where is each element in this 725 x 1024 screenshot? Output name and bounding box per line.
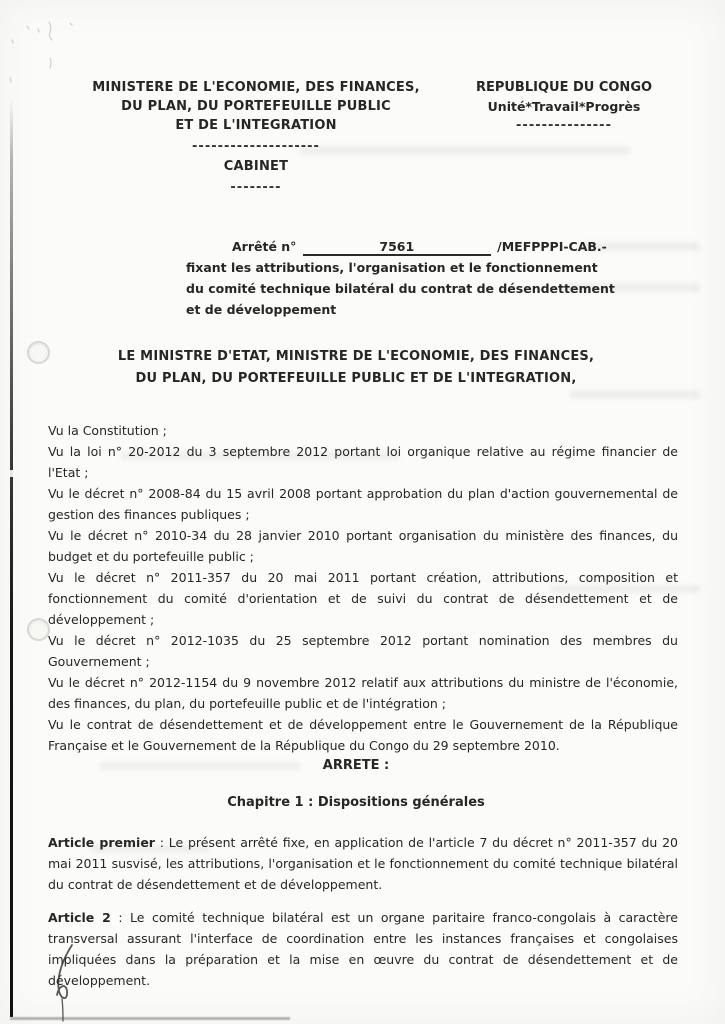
enactment-heading: ARRETE : <box>322 758 390 773</box>
punch-hole <box>27 618 50 641</box>
republic-title: REPUBLIQUE DU CONGO <box>475 80 653 95</box>
separator-dashes: -------------------- <box>192 139 320 154</box>
article-text: Le comité technique bilatéral est un organe paritaire franco-congolais à caractère transversal assurant l'interface de coordination entre les instances françaises et congolaises impliquées dans la préparation et la mise en œuvre du contrat de désendettement et de développement. <box>48 910 678 988</box>
article-separator: : <box>154 835 169 850</box>
scan-edge-line <box>10 100 13 1017</box>
article-paragraph <box>48 907 678 991</box>
visa-clause: Vu le décret n° 2011-357 du 20 mai 2011 portant création, attributions, composition et fonctionnement du comité d'orientation et de suivi du contrat de désendettement et de développement ; <box>48 570 678 627</box>
article-paragraph <box>48 832 678 895</box>
visa-clause: Vu le décret n° 2008-84 du 15 avril 2008 portant approbation du plan d'action gouvernemental de gestion des finances publiques ; <box>48 486 678 522</box>
scan-edge-line-gap <box>9 470 15 477</box>
article-label: Article 2 <box>48 910 111 925</box>
ministry-name-line: DU PLAN, DU PORTEFEUILLE PUBLIC <box>121 99 391 114</box>
chapter-heading: Chapitre 1 : Dispositions générales <box>227 795 485 810</box>
pencil-scribble-mark <box>0 0 180 90</box>
decree-subject-line: du comité technique bilatéral du contrat de désendettement <box>186 281 615 296</box>
authority-line: DU PLAN, DU PORTEFEUILLE PUBLIC ET DE L'INTEGRATION, <box>135 371 577 386</box>
visa-clause: Vu le décret n° 2012-1035 du 25 septembre 2012 portant nomination des membres du Gouvernement ; <box>48 633 678 669</box>
decree-number-suffix: /MEFPPPI-CAB.- <box>497 239 607 254</box>
visa-clauses <box>48 420 678 756</box>
scan-bottom-shadow-line <box>10 1017 290 1020</box>
visa-clause: Vu la loi n° 20-2012 du 3 septembre 2012 portant loi organique relative au régime financier de l'Etat ; <box>48 444 678 480</box>
issuing-authority-heading <box>48 346 664 390</box>
decree-number: 7561 <box>303 239 491 256</box>
decree-subject-line: fixant les attributions, l'organisation et le fonctionnement <box>186 260 598 275</box>
visa-clause: Vu le décret n° 2010-34 du 28 janvier 2010 portant organisation du ministère des finances, du budget et du portefeuille public ; <box>48 528 678 564</box>
authority-line: LE MINISTRE D'ETAT, MINISTRE DE L'ECONOMIE, DES FINANCES, <box>117 349 595 364</box>
national-motto: Unité*Travail*Progrès <box>487 99 641 114</box>
decree-subject-block <box>186 236 666 320</box>
cabinet-label: CABINET <box>223 159 289 174</box>
ministry-header-block <box>82 78 430 197</box>
article-text: Le présent arrêté fixe, en application de l'article 7 du décret n° 2011-357 du 20 mai 2011 susvisé, les attributions, l'organisation et le fonctionnement du comité technique bilatéral du contrat de désendettement et de développement. <box>48 835 678 892</box>
ministry-name-line: MINISTERE DE L'ECONOMIE, DES FINANCES, <box>92 80 420 95</box>
decree-number-prefix: Arrêté n° <box>232 239 297 254</box>
decree-number-line <box>186 236 666 257</box>
republic-header-block <box>468 78 660 135</box>
article-label: Article premier <box>48 835 155 850</box>
separator-dashes: -------- <box>230 180 282 195</box>
decree-subject-line: et de développement <box>186 302 337 317</box>
separator-dashes: --------------- <box>516 118 612 133</box>
visa-clause: Vu le décret n° 2012-1154 du 9 novembre 2012 relatif aux attributions du ministre de l'économie, des finances, du plan, du portefeuille public et de l'intégration ; <box>48 675 678 711</box>
visa-clause: Vu la Constitution ; <box>48 423 167 438</box>
article-separator: : <box>110 910 131 925</box>
punch-hole <box>27 341 50 364</box>
bleed-through-mark <box>570 390 700 399</box>
ministry-name-line: ET DE L'INTEGRATION <box>175 118 337 133</box>
visa-clause: Vu le contrat de désendettement et de développement entre le Gouvernement de la République Française et le Gouvernement de la République du Congo du 29 septembre 2010. <box>48 717 678 753</box>
